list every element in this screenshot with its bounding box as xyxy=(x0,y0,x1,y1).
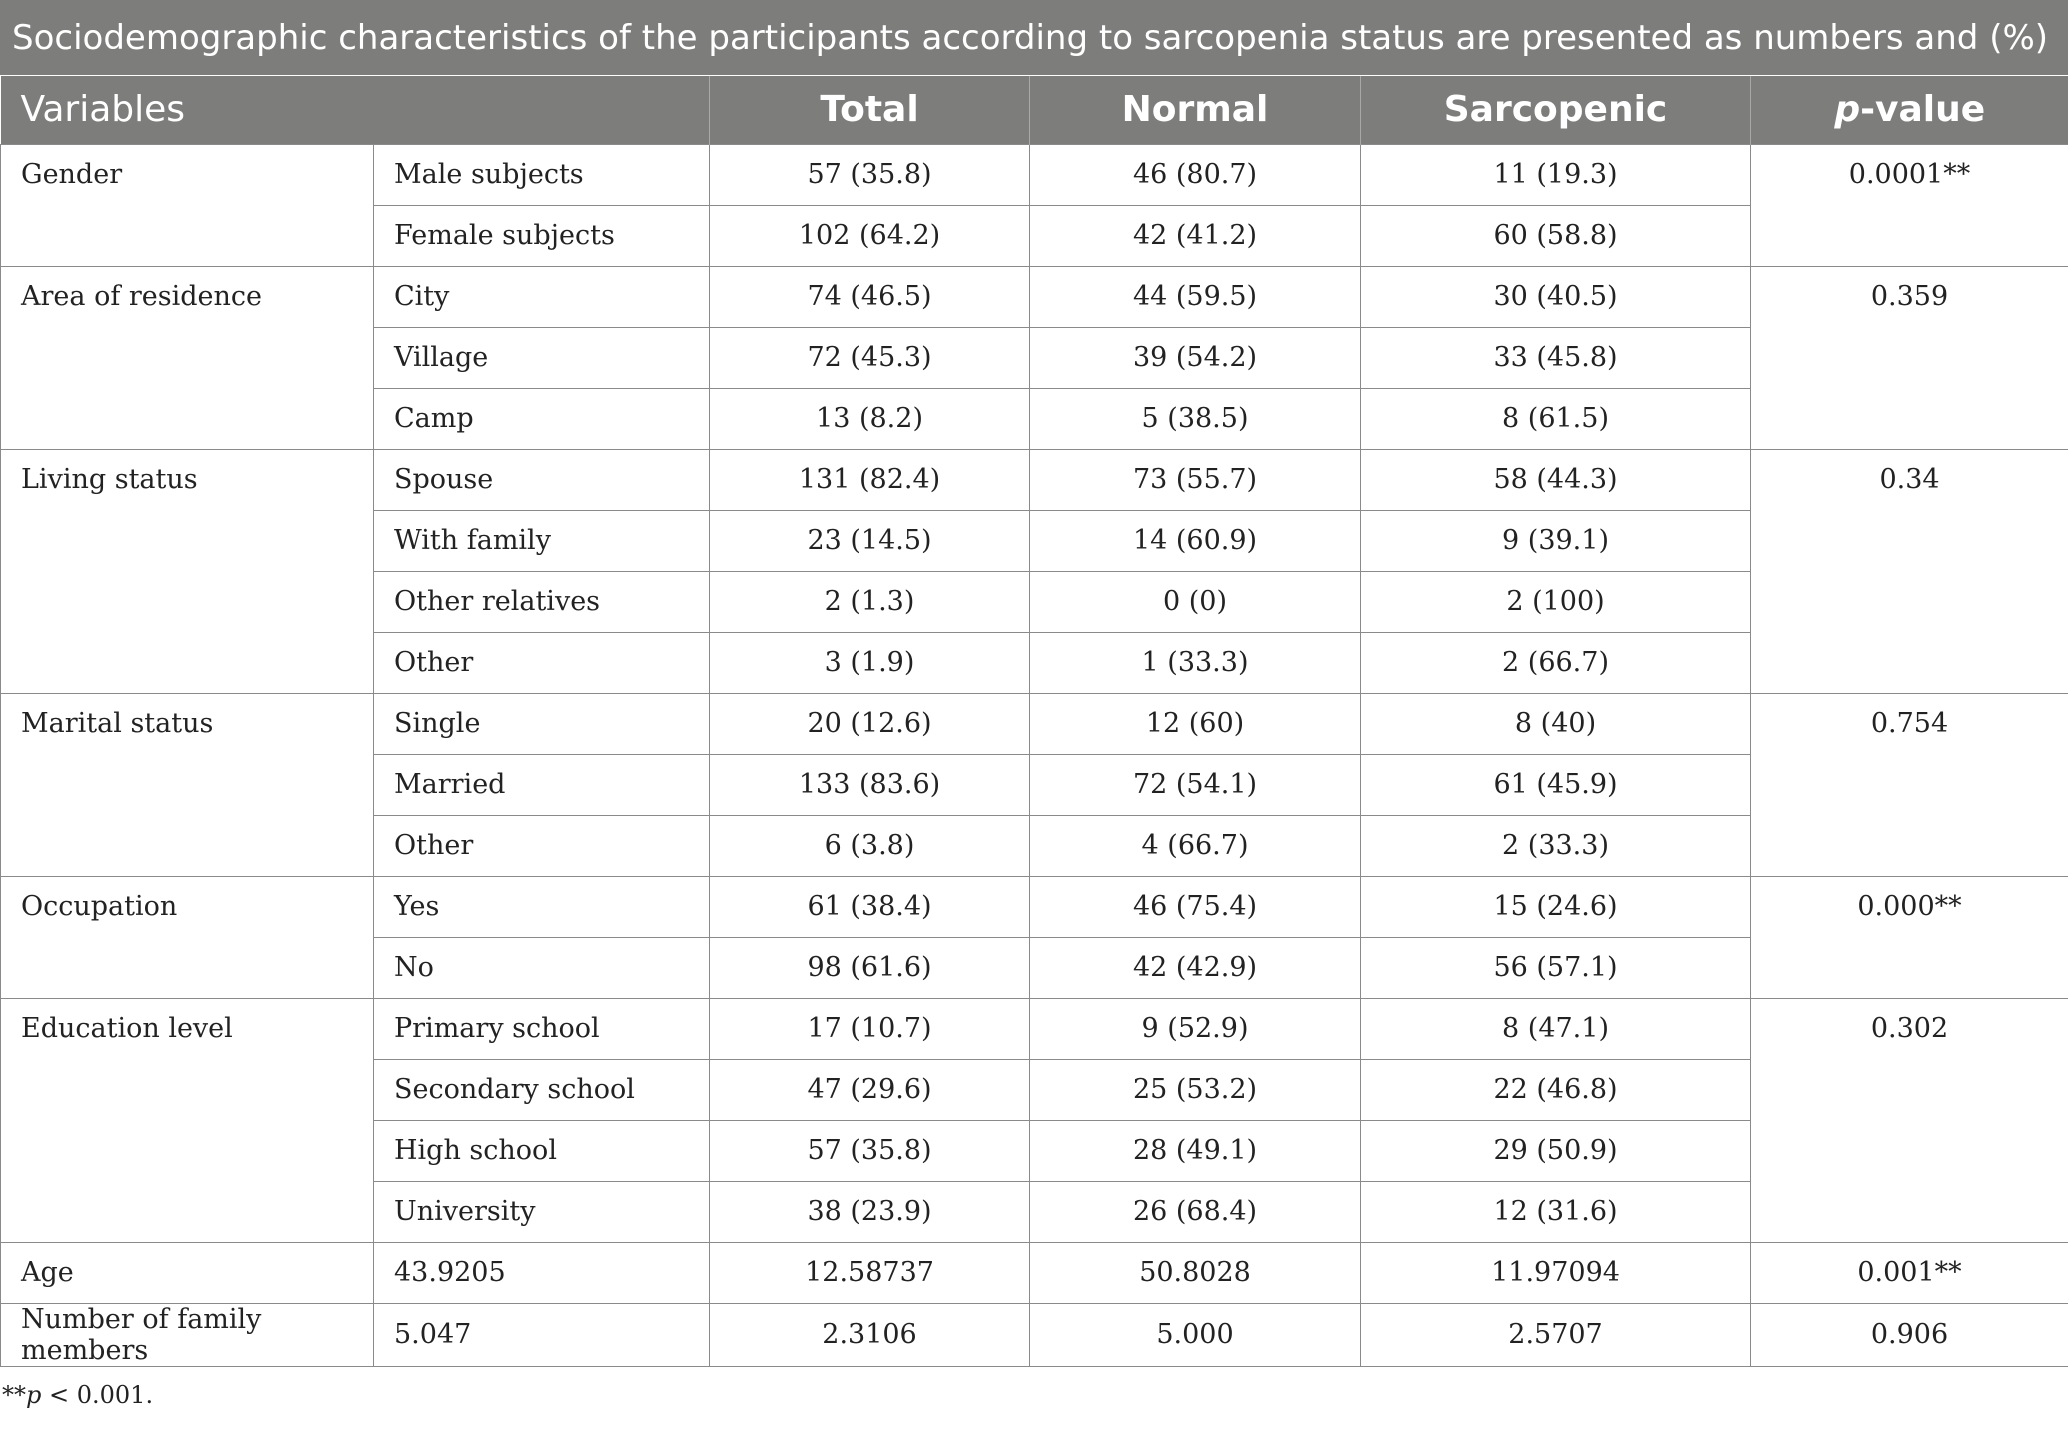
variable-label: Marital status xyxy=(1,693,374,876)
total-cell: 57 (35.8) xyxy=(710,1120,1030,1181)
category-label: Yes xyxy=(374,876,710,937)
table-row xyxy=(1,693,2068,754)
variable-label: Education level xyxy=(1,998,374,1242)
normal-cell: 12 (60) xyxy=(1030,693,1361,754)
total-cell: 38 (23.9) xyxy=(710,1181,1030,1242)
sarcopenic-cell: 61 (45.9) xyxy=(1361,754,1751,815)
normal-cell: 46 (75.4) xyxy=(1030,876,1361,937)
normal-cell: 42 (41.2) xyxy=(1030,205,1361,266)
normal-cell: 42 (42.9) xyxy=(1030,937,1361,998)
total-cell: 2.3106 xyxy=(710,1303,1030,1366)
category-label: Primary school xyxy=(374,998,710,1059)
footnote-p: p xyxy=(26,1380,42,1409)
total-cell: 6 (3.8) xyxy=(710,815,1030,876)
sarcopenic-cell: 8 (61.5) xyxy=(1361,388,1751,449)
category-label: Other relatives xyxy=(374,571,710,632)
table-body xyxy=(1,144,2068,1366)
category-label: Spouse xyxy=(374,449,710,510)
category-label: Camp xyxy=(374,388,710,449)
p-value-cell: 0.754 xyxy=(1751,693,2068,876)
total-cell: 20 (12.6) xyxy=(710,693,1030,754)
header-normal: Normal xyxy=(1030,76,1361,144)
sarcopenic-cell: 11.97094 xyxy=(1361,1242,1751,1303)
sarcopenic-cell: 8 (47.1) xyxy=(1361,998,1751,1059)
header-row xyxy=(1,76,2068,144)
normal-cell: 14 (60.9) xyxy=(1030,510,1361,571)
table-row xyxy=(1,266,2068,327)
p-value-cell: 0.0001** xyxy=(1751,144,2068,266)
total-cell: 102 (64.2) xyxy=(710,205,1030,266)
normal-cell: 73 (55.7) xyxy=(1030,449,1361,510)
normal-cell: 1 (33.3) xyxy=(1030,632,1361,693)
total-cell: 98 (61.6) xyxy=(710,937,1030,998)
p-value-cell: 0.359 xyxy=(1751,266,2068,449)
sarcopenic-cell: 22 (46.8) xyxy=(1361,1059,1751,1120)
sarcopenic-cell: 29 (50.9) xyxy=(1361,1120,1751,1181)
normal-cell: 25 (53.2) xyxy=(1030,1059,1361,1120)
table-row xyxy=(1,998,2068,1059)
category-label: High school xyxy=(374,1120,710,1181)
normal-cell: 9 (52.9) xyxy=(1030,998,1361,1059)
total-cell: 131 (82.4) xyxy=(710,449,1030,510)
table-row xyxy=(1,1242,2068,1303)
sarcopenic-cell: 33 (45.8) xyxy=(1361,327,1751,388)
normal-cell: 46 (80.7) xyxy=(1030,144,1361,205)
normal-cell: 26 (68.4) xyxy=(1030,1181,1361,1242)
total-cell: 23 (14.5) xyxy=(710,510,1030,571)
total-cell: 12.58737 xyxy=(710,1242,1030,1303)
category-label: Single xyxy=(374,693,710,754)
category-label: Other xyxy=(374,632,710,693)
p-value-cell: 0.906 xyxy=(1751,1303,2068,1366)
data-table xyxy=(0,76,2068,1367)
header-p-italic: p xyxy=(1834,89,1861,131)
normal-cell: 50.8028 xyxy=(1030,1242,1361,1303)
sarcopenic-cell: 56 (57.1) xyxy=(1361,937,1751,998)
normal-cell: 72 (54.1) xyxy=(1030,754,1361,815)
normal-cell: 39 (54.2) xyxy=(1030,327,1361,388)
table-row xyxy=(1,144,2068,205)
sarcopenic-cell: 58 (44.3) xyxy=(1361,449,1751,510)
table-row xyxy=(1,449,2068,510)
footnote xyxy=(0,1381,2068,1409)
header-sarcopenic: Sarcopenic xyxy=(1361,76,1751,144)
sarcopenic-cell: 12 (31.6) xyxy=(1361,1181,1751,1242)
category-label: Married xyxy=(374,754,710,815)
sarcopenic-cell: 8 (40) xyxy=(1361,693,1751,754)
table-row xyxy=(1,876,2068,937)
total-cell: 57 (35.8) xyxy=(710,144,1030,205)
sarcopenic-cell: 30 (40.5) xyxy=(1361,266,1751,327)
category-label: 5.047 xyxy=(374,1303,710,1366)
total-cell: 47 (29.6) xyxy=(710,1059,1030,1120)
sarcopenic-cell: 2 (66.7) xyxy=(1361,632,1751,693)
footnote-text: < 0.001. xyxy=(41,1380,154,1409)
p-value-cell: 0.302 xyxy=(1751,998,2068,1242)
total-cell: 74 (46.5) xyxy=(710,266,1030,327)
normal-cell: 5 (38.5) xyxy=(1030,388,1361,449)
normal-cell: 4 (66.7) xyxy=(1030,815,1361,876)
normal-cell: 44 (59.5) xyxy=(1030,266,1361,327)
category-label: Village xyxy=(374,327,710,388)
sarcopenic-cell: 60 (58.8) xyxy=(1361,205,1751,266)
p-value-cell: 0.34 xyxy=(1751,449,2068,693)
footnote-stars: ** xyxy=(2,1380,26,1409)
p-value-cell: 0.001** xyxy=(1751,1242,2068,1303)
variable-label: Area of residence xyxy=(1,266,374,449)
normal-cell: 0 (0) xyxy=(1030,571,1361,632)
total-cell: 3 (1.9) xyxy=(710,632,1030,693)
header-variables: Variables xyxy=(1,76,710,144)
p-value-cell: 0.000** xyxy=(1751,876,2068,998)
total-cell: 72 (45.3) xyxy=(710,327,1030,388)
total-cell: 61 (38.4) xyxy=(710,876,1030,937)
variable-label: Number of family members xyxy=(1,1303,374,1366)
category-label: University xyxy=(374,1181,710,1242)
category-label: City xyxy=(374,266,710,327)
header-p-suffix: -value xyxy=(1860,89,1986,131)
variable-label: Gender xyxy=(1,144,374,266)
category-label: 43.9205 xyxy=(374,1242,710,1303)
table-row xyxy=(1,1303,2068,1366)
sarcopenic-cell: 9 (39.1) xyxy=(1361,510,1751,571)
category-label: Male subjects xyxy=(374,144,710,205)
category-label: With family xyxy=(374,510,710,571)
total-cell: 2 (1.3) xyxy=(710,571,1030,632)
variable-label: Age xyxy=(1,1242,374,1303)
header-total: Total xyxy=(710,76,1030,144)
sarcopenic-cell: 2 (100) xyxy=(1361,571,1751,632)
sarcopenic-cell: 15 (24.6) xyxy=(1361,876,1751,937)
category-label: No xyxy=(374,937,710,998)
category-label: Female subjects xyxy=(374,205,710,266)
total-cell: 133 (83.6) xyxy=(710,754,1030,815)
variable-label: Living status xyxy=(1,449,374,693)
normal-cell: 5.000 xyxy=(1030,1303,1361,1366)
total-cell: 17 (10.7) xyxy=(710,998,1030,1059)
sarcopenic-cell: 2.5707 xyxy=(1361,1303,1751,1366)
variable-label: Occupation xyxy=(1,876,374,998)
total-cell: 13 (8.2) xyxy=(710,388,1030,449)
table-caption: Sociodemographic characteristics of the participants according to sarcopenia status are presented as numbers and (%) xyxy=(0,0,2068,76)
sarcopenic-cell: 2 (33.3) xyxy=(1361,815,1751,876)
sarcopenic-cell: 11 (19.3) xyxy=(1361,144,1751,205)
normal-cell: 28 (49.1) xyxy=(1030,1120,1361,1181)
category-label: Secondary school xyxy=(374,1059,710,1120)
category-label: Other xyxy=(374,815,710,876)
header-p-value xyxy=(1751,76,2068,144)
